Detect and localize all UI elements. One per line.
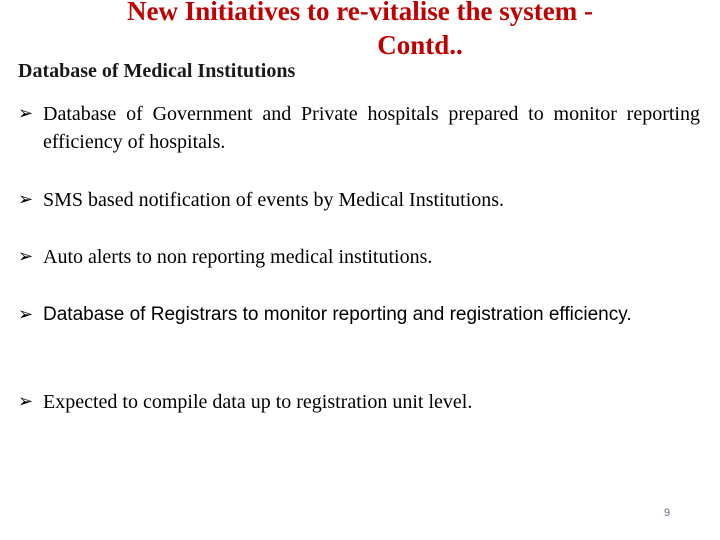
bullet-item — [18, 301, 700, 329]
bullet-item — [18, 100, 700, 156]
arrow-bullet-icon: ➢ — [18, 391, 34, 412]
bullet-text: Expected to compile data up to registration unit level. — [43, 391, 473, 413]
slide-title — [0, 0, 720, 62]
arrow-bullet-icon: ➢ — [18, 189, 34, 210]
bullet-item — [18, 186, 700, 214]
slide-title-line-1: New Initiatives to re-vitalise the system - — [127, 0, 593, 26]
bullet-item — [18, 243, 700, 271]
slide-title-line-2: Contd.. — [377, 30, 463, 60]
bullet-text: Database of Government and Private hospitals prepared to monitor reporting efficiency of hospitals. — [43, 103, 700, 153]
page-number: 9 — [664, 507, 671, 519]
bullet-text: SMS based notification of events by Medical Institutions. — [43, 189, 505, 211]
section-heading: Database of Medical Institutions — [18, 60, 296, 82]
bullet-text: Auto alerts to non reporting medical institutions. — [43, 246, 433, 268]
bullet-text: Database of Registrars to monitor reporting and registration efficiency. — [43, 304, 632, 325]
arrow-bullet-icon: ➢ — [18, 103, 34, 124]
bullet-item — [18, 388, 700, 416]
arrow-bullet-icon: ➢ — [18, 246, 34, 267]
arrow-bullet-icon: ➢ — [18, 304, 34, 325]
